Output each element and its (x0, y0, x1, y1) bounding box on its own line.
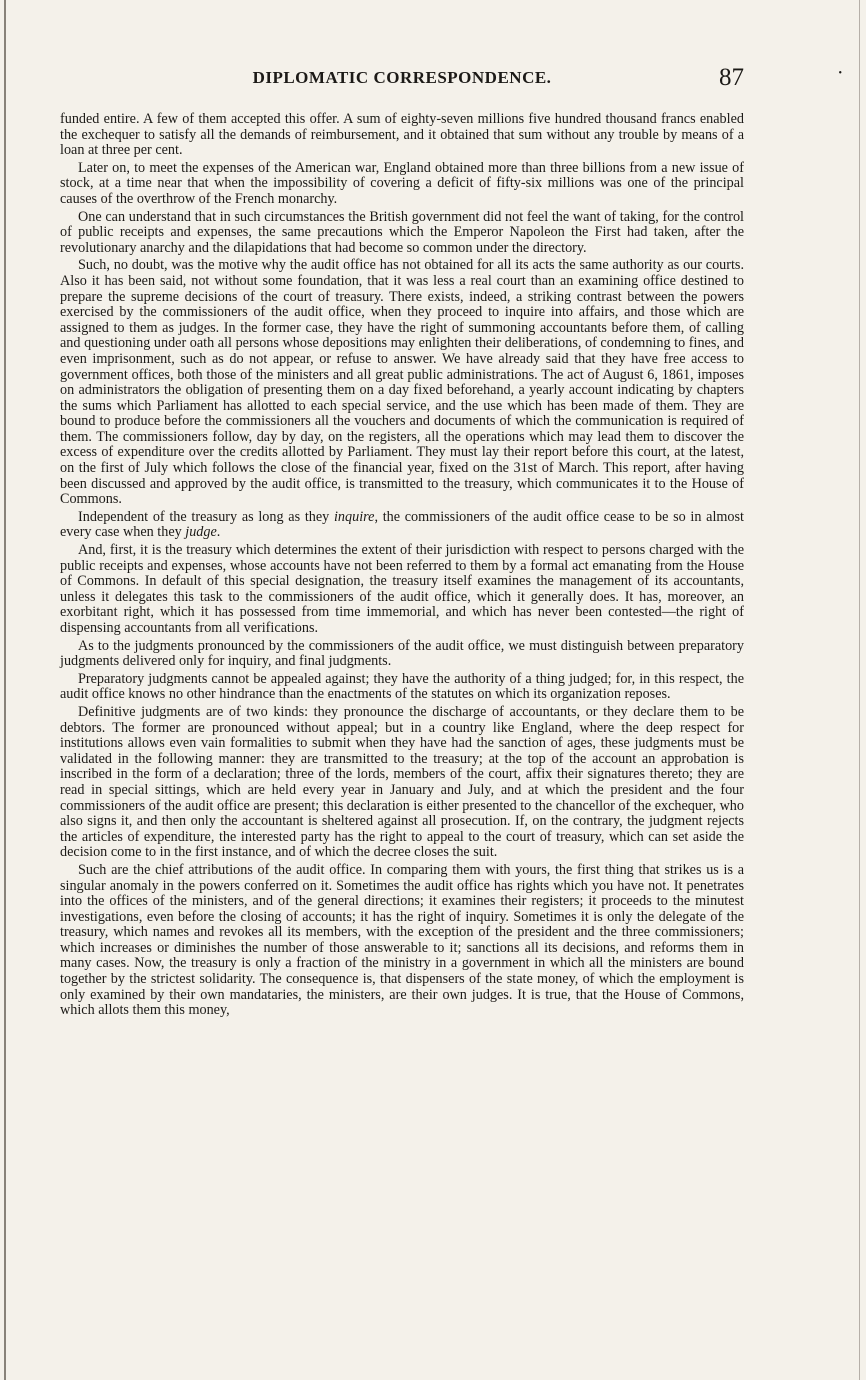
paragraph: Such, no doubt, was the motive why the audit office has not obtained for all its acts the same authority as our courts. Also it has been said, not without some foundation, that it was less a real court than an examining office destined to prepare the supreme decisions of the court of treasury. There exists, indeed, a striking contrast between the powers exercised by the commissioners of the audit office, when they proceed to inquire into affairs, and those which are assigned to them as judges. In the former case, they have the right of summoning accountants before them, of calling and questioning under oath all persons whose depositions may enlighten their deliberations, of condemning to fines, and even imprisonment, such as do not appear, or refuse to answer. We have already said that they have free access to government offices, both those of the ministers and all great public administrations. The act of August 6, 1861, imposes on administrators the obligation of presenting them on a day fixed beforehand, a yearly account indicating by chapters the sums which Parliament has allotted to each special service, and the use which has been made of them. They are bound to produce before the commissioners all the vouchers and documents of which the communication is required of them. The commissioners follow, day by day, on the registers, all the operations which may lead them to discover the excess of expenditure over the credits allotted by Parliament. They must lay their report before this court, at the latest, on the first of July which follows the close of the financial year, fixed on the 31st of March. This report, after having been discussed and approved by the audit office, is transmitted to the treasury, which communicates it to the House of Commons. (60, 257, 744, 508)
text-run: Independent of the treasury as long as they (78, 508, 334, 525)
running-title: DIPLOMATIC CORRESPONDENCE. (252, 68, 552, 87)
paragraph: Preparatory judgments cannot be appealed against; they have the authority of a thing judged; for, in this respect, the audit office knows no other hindrance than the enactments of the statutes on which its organization reposes. (60, 670, 744, 703)
page-edge-right (859, 0, 860, 1380)
paragraph: One can understand that in such circumstances the British government did not feel the want of taking, for the control of public receipts and expenses, the same precautions which the Emperor Napoleon the First had taken, after the revolutionary anarchy and the dilapidations that had become so common under the directory. (60, 208, 744, 256)
italic-word: inquire (333, 508, 375, 525)
dot-mark: • (838, 68, 842, 79)
page-header (60, 64, 744, 94)
body-text (60, 112, 744, 1021)
paragraph: And, first, it is the treasury which determines the extent of their jurisdiction with respect to persons charged with the public receipts and expenses, whose accounts have not been referred to them by a formal act emanating from the House of Commons. In default of this special designation, the treasury itself examines the management of its accountants, unless it delegates this task to the commissioners of the audit office, which it generally does. It has, moreover, an exorbitant right, which it has possessed from time immemorial, and which has never been contested—the right of dispensing accountants from all verifications. (60, 542, 744, 636)
page-number: 87 (719, 64, 744, 91)
paragraph-independent (60, 510, 744, 541)
page-edge (4, 0, 6, 1380)
paragraph: funded entire. A few of them accepted this offer. A sum of eighty-seven millions five hundred thousand francs enabled the exchequer to satisfy all the demands of reimbursement, and it obtained that sum without any trouble by means of a loan at three per cent. (60, 111, 744, 159)
text-run: , the commissioners of the audit office cease to be so in almost every case when they (60, 508, 744, 541)
paragraph: Later on, to meet the expenses of the American war, England obtained more than three billions from a new issue of stock, at a time near that when the impossibility of covering a deficit of fifty-six millions was one of the principal causes of the overthrow of the French monarchy. (60, 159, 744, 207)
italic-word: judge (185, 524, 217, 541)
paragraph: As to the judgments pronounced by the commissioners of the audit office, we must distinguish between preparatory judgments delivered only for inquiry, and final judgments. (60, 637, 744, 670)
paragraph: Definitive judgments are of two kinds: they pronounce the discharge of accountants, or they declare them to be debtors. The former are pronounced without appeal; but in a country like England, where the deep respect for institutions allows even vain formalities to submit when they have had the sanction of ages, these judgments must be validated in the following manner: they are transmitted to the treasury; at the top of the account an approbation is inscribed in the form of a declaration; three of the lords, members of the court, affix their signatures thereto; they are read in special sittings, which are held every year in January and July, and at which the president and the four commissioners of the audit office are present; this declaration is either presented to the chancellor of the exchequer, who also signs it, and then only the accountant is sheltered against all prosecution. If, on the contrary, the judgment rejects the articles of expenditure, the interested party has the right to appeal to the court of treasury, which can set aside the decision come to in the first instance, and of which the decree closes the suit. (60, 703, 744, 861)
paragraph: Such are the chief attributions of the audit office. In comparing them with yours, the first thing that strikes us is a singular anomaly in the powers conferred on it. Sometimes the audit office has rights which you have not. It penetrates into the offices of the ministers, and of the general directions; it examines their registers; it proceeds to the minutest investigations, even before the closing of accounts; it has the right of inquiry. Sometimes it is only the delegate of the treasury, which names and revokes all its members, with the exception of the president and the three commissioners; which increases or diminishes the number of those answerable to it; sanctions all its decisions, and reforms them in many cases. Now, the treasury is only a fraction of the ministry in a government in which all the ministers are bound together by the strictest solidarity. The consequence is, that dispensers of the state money, of which the employment is only examined by their own mandataries, the ministers, are their own judges. It is true, that the House of Commons, which allots them this money, (60, 861, 744, 1019)
text-run: . (216, 524, 221, 541)
